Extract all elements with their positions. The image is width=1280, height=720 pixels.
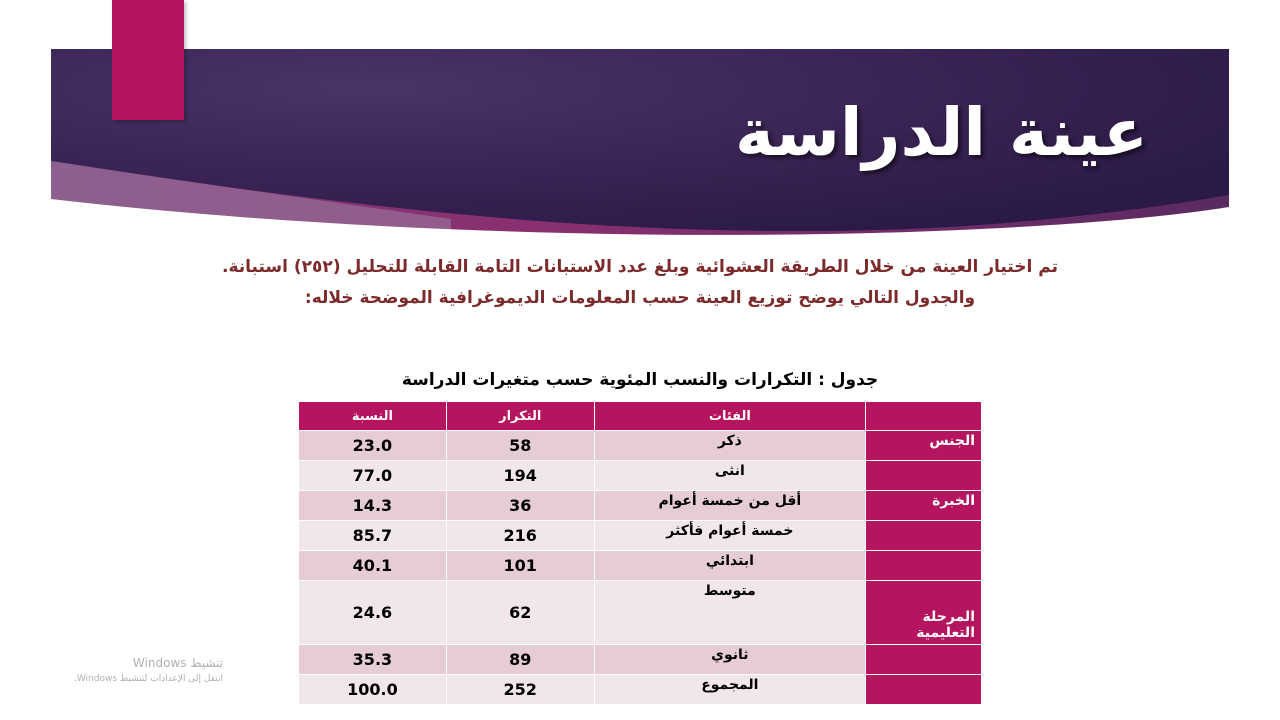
intro-line-2: والجدول التالي يوضح توزيع العينة حسب المعلومات الديموغرافية الموضحة خلاله: (304, 288, 976, 308)
category-cell: خمسة أعوام فأكثر (594, 521, 866, 551)
table-caption: جدول : التكرارات والنسب المئوية حسب متغيرات الدراسة (401, 370, 879, 390)
table-header-row (299, 402, 982, 431)
frequency-cell: 216 (446, 521, 594, 551)
slide-title: عينة الدراسة (734, 94, 1148, 171)
intro-line-1: تم اختيار العينة من خلال الطريقة العشوائية وبلغ عدد الاستبانات التامة القابلة للتحليل (٢٥٢) استبانة. (222, 257, 1058, 277)
frequency-cell: 101 (446, 551, 594, 581)
frequency-cell: 252 (446, 675, 594, 705)
accent-block (112, 0, 184, 120)
table-row (299, 581, 982, 645)
percent-cell: 14.3 (299, 491, 447, 521)
table-row (299, 521, 982, 551)
group-cell (866, 675, 982, 705)
percent-cell: 24.6 (299, 581, 447, 645)
group-cell: المرحلة التعليمية (866, 581, 982, 645)
percent-cell: 40.1 (299, 551, 447, 581)
group-cell (866, 461, 982, 491)
group-cell (866, 645, 982, 675)
category-cell: ثانوي (594, 645, 866, 675)
category-cell: انثى (594, 461, 866, 491)
percent-cell: 23.0 (299, 431, 447, 461)
table-row (299, 551, 982, 581)
table-row (299, 461, 982, 491)
header-category: الفئات (594, 402, 866, 431)
frequency-cell: 194 (446, 461, 594, 491)
category-cell: المجموع (594, 675, 866, 705)
frequency-cell: 58 (446, 431, 594, 461)
category-cell: ابتدائي (594, 551, 866, 581)
percent-cell: 85.7 (299, 521, 447, 551)
header-group (866, 402, 982, 431)
demographics-table (298, 401, 982, 705)
header-percent: النسبة (299, 402, 447, 431)
percent-cell: 35.3 (299, 645, 447, 675)
group-cell (866, 551, 982, 581)
table-row-total (299, 675, 982, 705)
frequency-cell: 62 (446, 581, 594, 645)
watermark-line-1: تنشيط Windows (132, 656, 223, 670)
table-row (299, 645, 982, 675)
windows-activation-watermark (74, 654, 223, 686)
watermark-line-2: انتقل إلى الإعدادات لتنشيط Windows. (73, 674, 223, 684)
group-cell: الخبرة (866, 491, 982, 521)
category-cell: متوسط (594, 581, 866, 645)
intro-text (150, 252, 1130, 314)
group-cell: الجنس (866, 431, 982, 461)
table-row (299, 491, 982, 521)
percent-cell: 77.0 (299, 461, 447, 491)
category-cell: أقل من خمسة أعوام (594, 491, 866, 521)
frequency-cell: 89 (446, 645, 594, 675)
table-row (299, 431, 982, 461)
percent-cell: 100.0 (299, 675, 447, 705)
category-cell: ذكر (594, 431, 866, 461)
group-cell (866, 521, 982, 551)
frequency-cell: 36 (446, 491, 594, 521)
header-frequency: التكرار (446, 402, 594, 431)
